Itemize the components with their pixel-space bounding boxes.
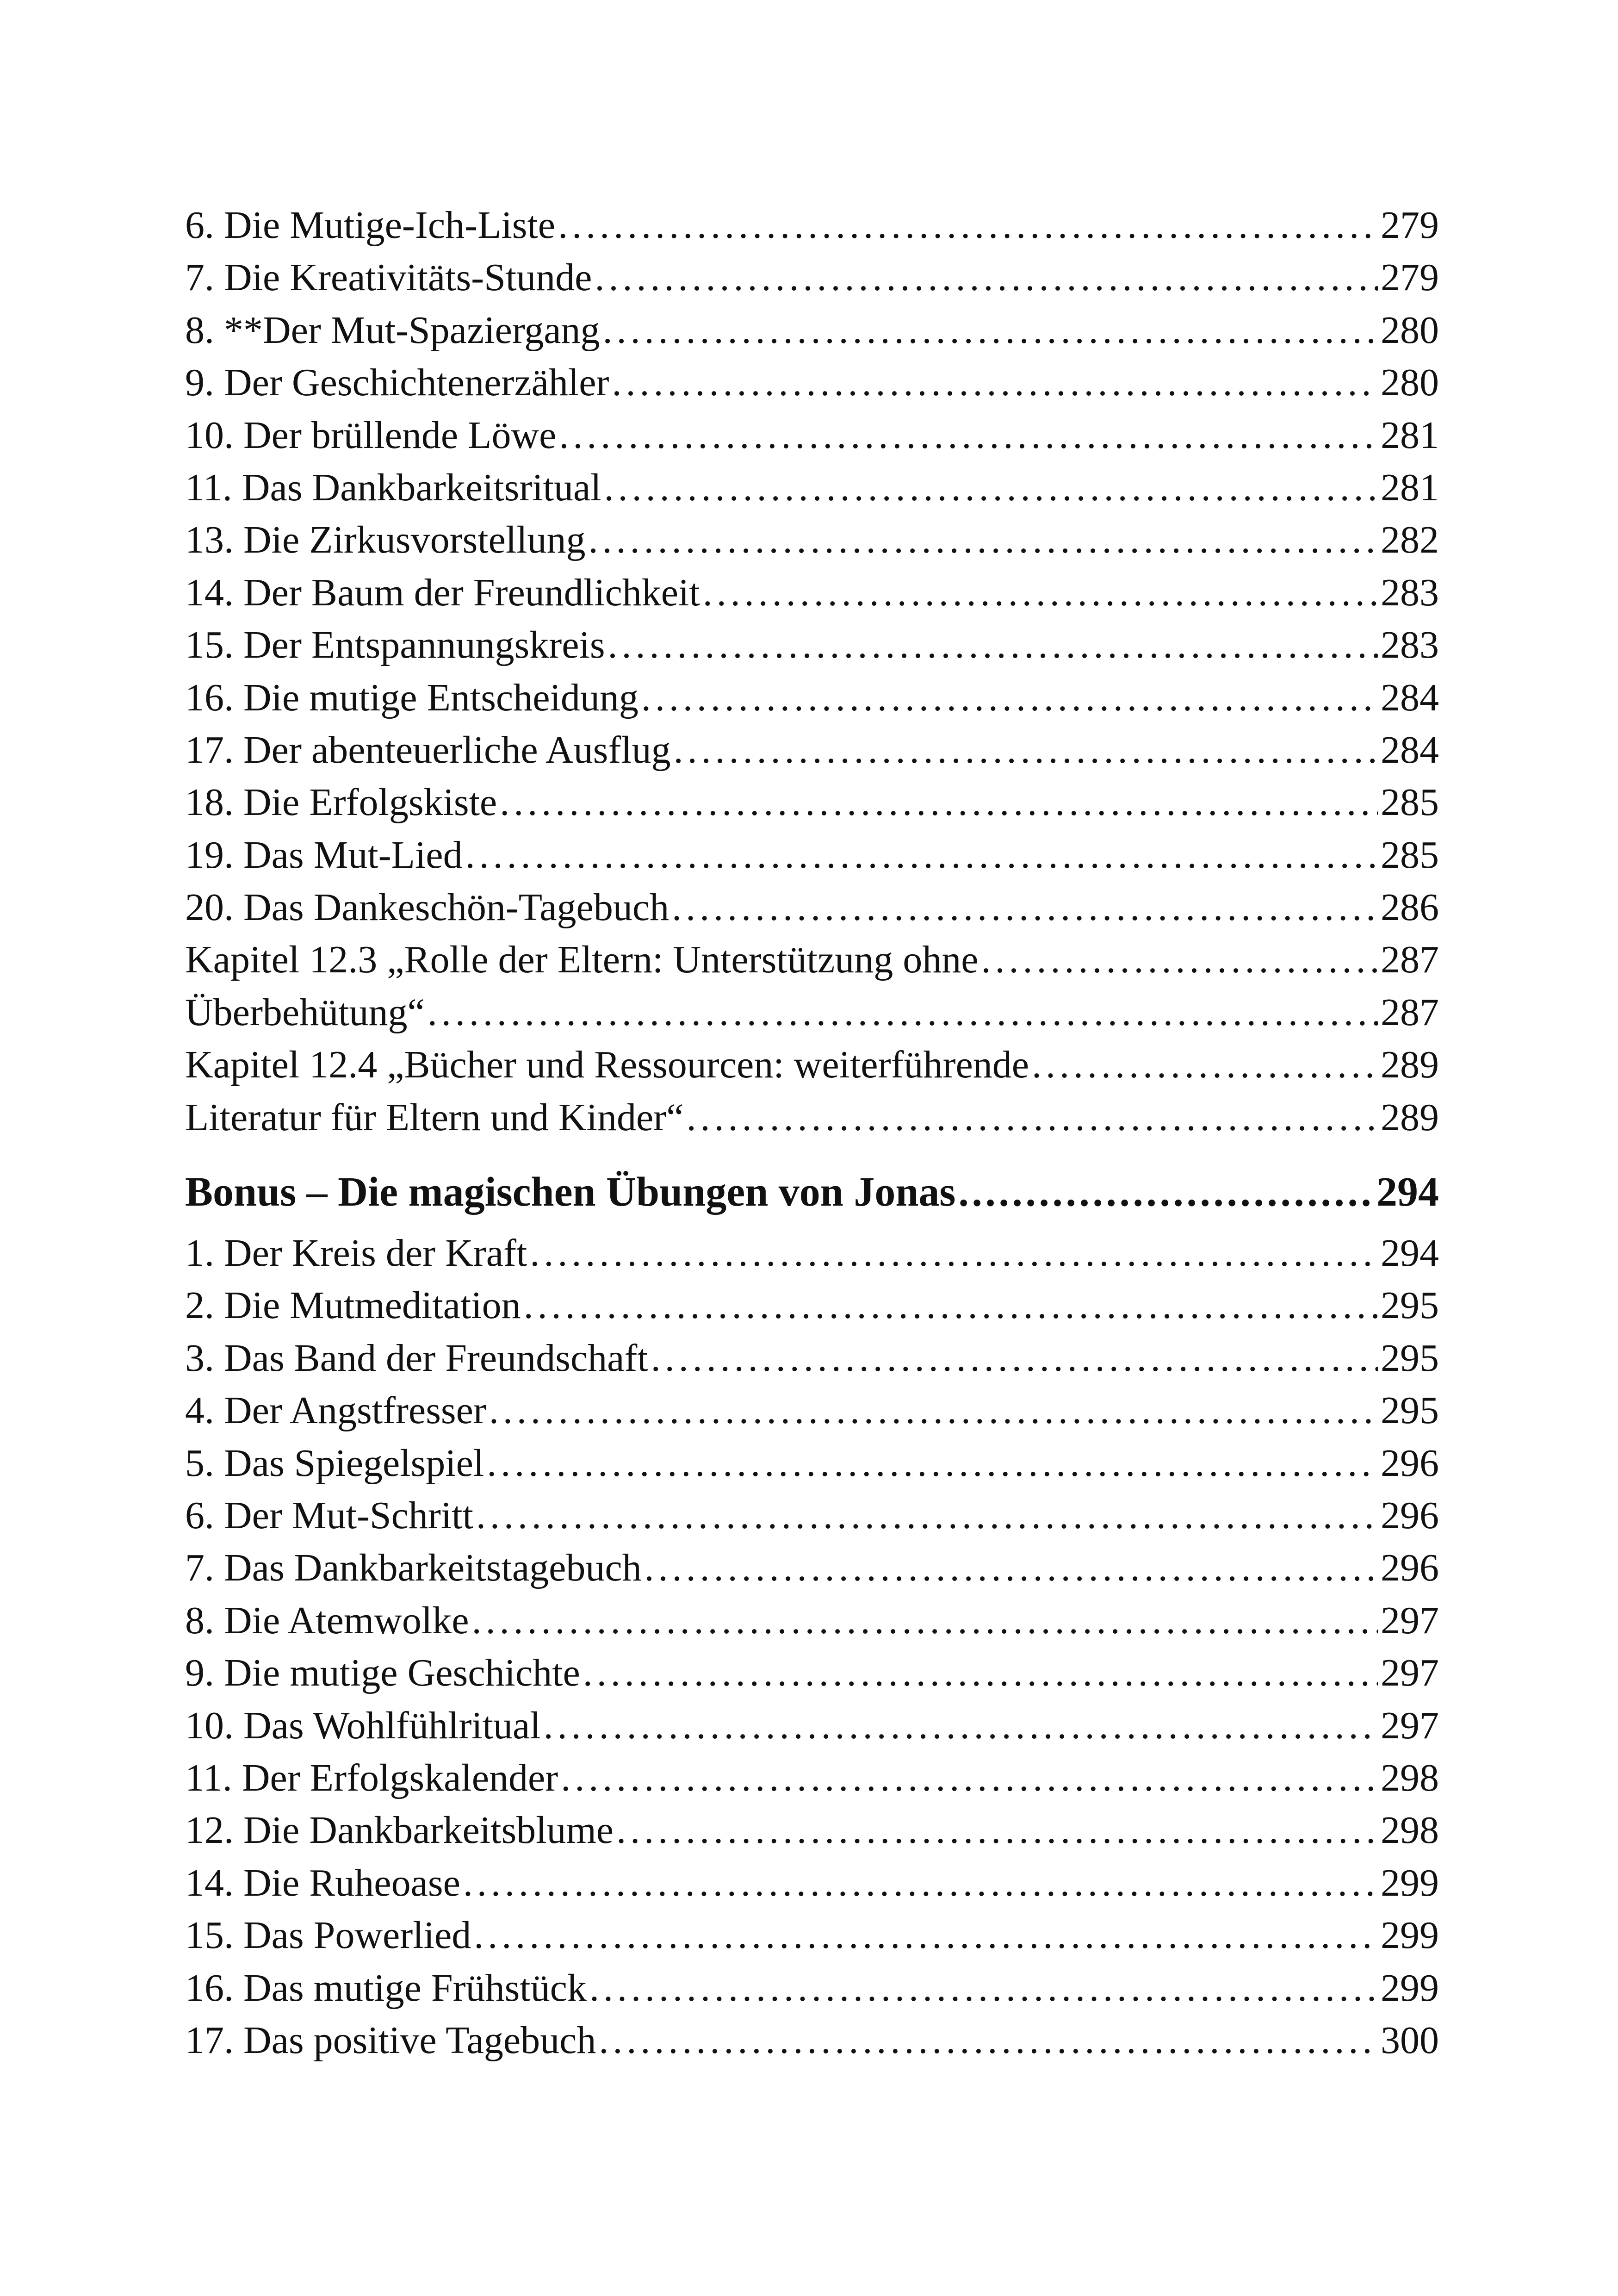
dot-leader bbox=[672, 881, 1378, 933]
toc-entry-page-number: 284 bbox=[1381, 728, 1439, 772]
toc-entry-title: 15. Der Entspannungskreis bbox=[185, 623, 605, 667]
toc-entry bbox=[185, 1489, 1439, 1542]
dot-leader bbox=[645, 1542, 1378, 1594]
toc-entry-title: Kapitel 12.3 „Rolle der Eltern: Unterstützung ohne bbox=[185, 938, 979, 982]
toc-entry bbox=[185, 1909, 1439, 1961]
toc-entry bbox=[185, 199, 1439, 251]
dot-leader bbox=[489, 1384, 1378, 1437]
toc-entry-title: 4. Der Angstfresser bbox=[185, 1389, 486, 1432]
toc-entry-title: 6. Die Mutige-Ich-Liste bbox=[185, 204, 556, 247]
dot-leader bbox=[608, 619, 1378, 671]
toc-entry-page-number: 279 bbox=[1381, 204, 1439, 247]
toc-entry-page-number: 295 bbox=[1381, 1389, 1439, 1432]
toc-entry-title: 5. Das Spiegelspiel bbox=[185, 1441, 484, 1485]
dot-leader bbox=[428, 986, 1378, 1039]
toc-entry bbox=[185, 1279, 1439, 1332]
toc-entry-title: Kapitel 12.4 „Bücher und Ressourcen: weiterführende bbox=[185, 1043, 1029, 1087]
toc-entry-page-number: 285 bbox=[1381, 833, 1439, 877]
toc-entry-title: 20. Das Dankeschön-Tagebuch bbox=[185, 886, 670, 929]
toc-entry-title: 16. Die mutige Entscheidung bbox=[185, 676, 639, 719]
toc-entry-title: 6. Der Mut-Schritt bbox=[185, 1493, 473, 1537]
toc-entry bbox=[185, 1857, 1439, 1909]
toc-entry bbox=[185, 1752, 1439, 1804]
dot-leader bbox=[616, 1804, 1378, 1856]
toc-entry-title: 10. Der brüllende Löwe bbox=[185, 413, 557, 457]
dot-leader bbox=[524, 1279, 1378, 1332]
toc-entry bbox=[185, 304, 1439, 356]
toc-entry-page-number: 287 bbox=[1381, 938, 1439, 982]
toc-entry-page-number: 283 bbox=[1381, 623, 1439, 667]
toc-entry-page-number: 299 bbox=[1381, 1914, 1439, 1957]
dot-leader bbox=[530, 1227, 1378, 1279]
toc-entry bbox=[185, 1332, 1439, 1384]
dot-leader bbox=[687, 1091, 1378, 1144]
toc-entry-title: 11. Das Dankbarkeitsritual bbox=[185, 466, 601, 509]
dot-leader bbox=[641, 672, 1378, 724]
toc-entry-page-number: 297 bbox=[1381, 1599, 1439, 1642]
toc-entry-title: 9. Der Geschichtenerzähler bbox=[185, 361, 609, 404]
toc-entry-page-number: 279 bbox=[1381, 256, 1439, 299]
toc-entry-title: 1. Der Kreis der Kraft bbox=[185, 1232, 527, 1275]
toc-entry-page-number: 299 bbox=[1381, 1966, 1439, 2010]
dot-leader bbox=[651, 1332, 1378, 1384]
toc-entry bbox=[185, 1699, 1439, 1752]
dot-leader bbox=[589, 1962, 1378, 2014]
toc-entry-title: Literatur für Eltern und Kinder“ bbox=[185, 1095, 684, 1139]
dot-leader bbox=[583, 1647, 1378, 1699]
section-heading-label: Bonus – Die magischen Übungen von Jonas bbox=[185, 1169, 956, 1215]
toc-entry-title: 14. Der Baum der Freundlichkeit bbox=[185, 571, 700, 614]
toc-entry bbox=[185, 1091, 1439, 1144]
dot-leader bbox=[595, 251, 1378, 304]
dot-leader bbox=[476, 1489, 1378, 1542]
toc-entry-title: 14. Die Ruheoase bbox=[185, 1861, 460, 1904]
toc-entry bbox=[185, 724, 1439, 776]
section-heading-page-number: 294 bbox=[1376, 1169, 1439, 1215]
toc-entry-page-number: 283 bbox=[1381, 571, 1439, 614]
toc-entry-page-number: 298 bbox=[1381, 1809, 1439, 1852]
toc-entry bbox=[185, 461, 1439, 514]
dot-leader bbox=[463, 1857, 1378, 1909]
toc-entry-page-number: 289 bbox=[1381, 1095, 1439, 1139]
toc-entry bbox=[185, 1962, 1439, 2014]
toc-entry bbox=[185, 251, 1439, 304]
dot-leader bbox=[487, 1437, 1378, 1489]
toc-entry-page-number: 287 bbox=[1381, 990, 1439, 1034]
toc-entry-page-number: 297 bbox=[1381, 1704, 1439, 1747]
toc-entry bbox=[185, 986, 1439, 1039]
dot-leader bbox=[958, 1157, 1374, 1227]
dot-leader bbox=[981, 933, 1378, 986]
toc-section-heading-bonus bbox=[185, 1157, 1439, 1227]
toc-list-exercises bbox=[185, 199, 1439, 1144]
toc-entry-page-number: 280 bbox=[1381, 361, 1439, 404]
toc-entry-title: 12. Die Dankbarkeitsblume bbox=[185, 1809, 614, 1852]
toc-entry-title: 11. Der Erfolgskalender bbox=[185, 1756, 558, 1799]
table-of-contents bbox=[185, 199, 1439, 2066]
toc-entry-title: 9. Die mutige Geschichte bbox=[185, 1651, 580, 1695]
dot-leader bbox=[558, 199, 1378, 251]
toc-entry-page-number: 294 bbox=[1381, 1232, 1439, 1275]
toc-entry bbox=[185, 933, 1439, 986]
toc-entry-page-number: 297 bbox=[1381, 1651, 1439, 1695]
toc-entry bbox=[185, 409, 1439, 461]
toc-entry-title: 10. Das Wohlfühlritual bbox=[185, 1704, 541, 1747]
toc-entry-page-number: 300 bbox=[1381, 2018, 1439, 2062]
toc-entry-page-number: 296 bbox=[1381, 1546, 1439, 1590]
toc-entry-page-number: 281 bbox=[1381, 466, 1439, 509]
toc-entry-page-number: 295 bbox=[1381, 1336, 1439, 1380]
toc-entry bbox=[185, 356, 1439, 409]
toc-entry bbox=[185, 1594, 1439, 1647]
toc-entry-title: 13. Die Zirkusvorstellung bbox=[185, 518, 586, 562]
toc-entry-page-number: 296 bbox=[1381, 1441, 1439, 1485]
toc-entry bbox=[185, 672, 1439, 724]
toc-entry bbox=[185, 1437, 1439, 1489]
toc-entry bbox=[185, 1039, 1439, 1091]
dot-leader bbox=[544, 1699, 1378, 1752]
toc-entry bbox=[185, 881, 1439, 933]
toc-entry-title: Überbehütung“ bbox=[185, 990, 425, 1034]
dot-leader bbox=[604, 461, 1378, 514]
toc-entry-title: 17. Das positive Tagebuch bbox=[185, 2018, 596, 2062]
toc-entry bbox=[185, 514, 1439, 566]
toc-entry-title: 17. Der abenteuerliche Ausflug bbox=[185, 728, 671, 772]
dot-leader bbox=[559, 409, 1378, 461]
toc-entry bbox=[185, 2014, 1439, 2066]
toc-entry-page-number: 286 bbox=[1381, 886, 1439, 929]
toc-entry-page-number: 282 bbox=[1381, 518, 1439, 562]
toc-entry-page-number: 281 bbox=[1381, 413, 1439, 457]
toc-entry-page-number: 285 bbox=[1381, 781, 1439, 824]
toc-entry-page-number: 299 bbox=[1381, 1861, 1439, 1904]
toc-entry bbox=[185, 566, 1439, 619]
toc-entry-page-number: 295 bbox=[1381, 1284, 1439, 1327]
dot-leader bbox=[1032, 1039, 1378, 1091]
toc-entry bbox=[185, 1227, 1439, 1279]
toc-entry-title: 7. Das Dankbarkeitstagebuch bbox=[185, 1546, 642, 1590]
toc-entry bbox=[185, 1804, 1439, 1856]
toc-entry bbox=[185, 829, 1439, 881]
dot-leader bbox=[589, 514, 1378, 566]
dot-leader bbox=[561, 1752, 1378, 1804]
toc-entry bbox=[185, 1384, 1439, 1437]
toc-entry bbox=[185, 619, 1439, 671]
toc-entry-title: 8. **Der Mut-Spaziergang bbox=[185, 308, 600, 352]
toc-entry-page-number: 296 bbox=[1381, 1493, 1439, 1537]
dot-leader bbox=[603, 304, 1378, 356]
toc-entry bbox=[185, 1647, 1439, 1699]
toc-entry-page-number: 298 bbox=[1381, 1756, 1439, 1799]
dot-leader bbox=[674, 724, 1378, 776]
toc-list-bonus-exercises bbox=[185, 1227, 1439, 2066]
dot-leader bbox=[474, 1909, 1378, 1961]
toc-entry-title: 15. Das Powerlied bbox=[185, 1914, 471, 1957]
dot-leader bbox=[599, 2014, 1378, 2066]
toc-entry-title: 2. Die Mutmeditation bbox=[185, 1284, 521, 1327]
dot-leader bbox=[612, 356, 1378, 409]
toc-entry-title: 16. Das mutige Frühstück bbox=[185, 1966, 587, 2010]
dot-leader bbox=[472, 1594, 1378, 1647]
dot-leader bbox=[500, 776, 1378, 828]
toc-entry-title: 19. Das Mut-Lied bbox=[185, 833, 463, 877]
toc-entry bbox=[185, 776, 1439, 828]
toc-entry-page-number: 280 bbox=[1381, 308, 1439, 352]
dot-leader bbox=[465, 829, 1378, 881]
toc-entry-title: 8. Die Atemwolke bbox=[185, 1599, 469, 1642]
toc-entry-title: 3. Das Band der Freundschaft bbox=[185, 1336, 648, 1380]
toc-entry bbox=[185, 1542, 1439, 1594]
toc-entry-title: 18. Die Erfolgskiste bbox=[185, 781, 497, 824]
toc-entry-page-number: 289 bbox=[1381, 1043, 1439, 1087]
toc-entry-page-number: 284 bbox=[1381, 676, 1439, 719]
dot-leader bbox=[703, 566, 1378, 619]
toc-entry-title: 7. Die Kreativitäts-Stunde bbox=[185, 256, 592, 299]
